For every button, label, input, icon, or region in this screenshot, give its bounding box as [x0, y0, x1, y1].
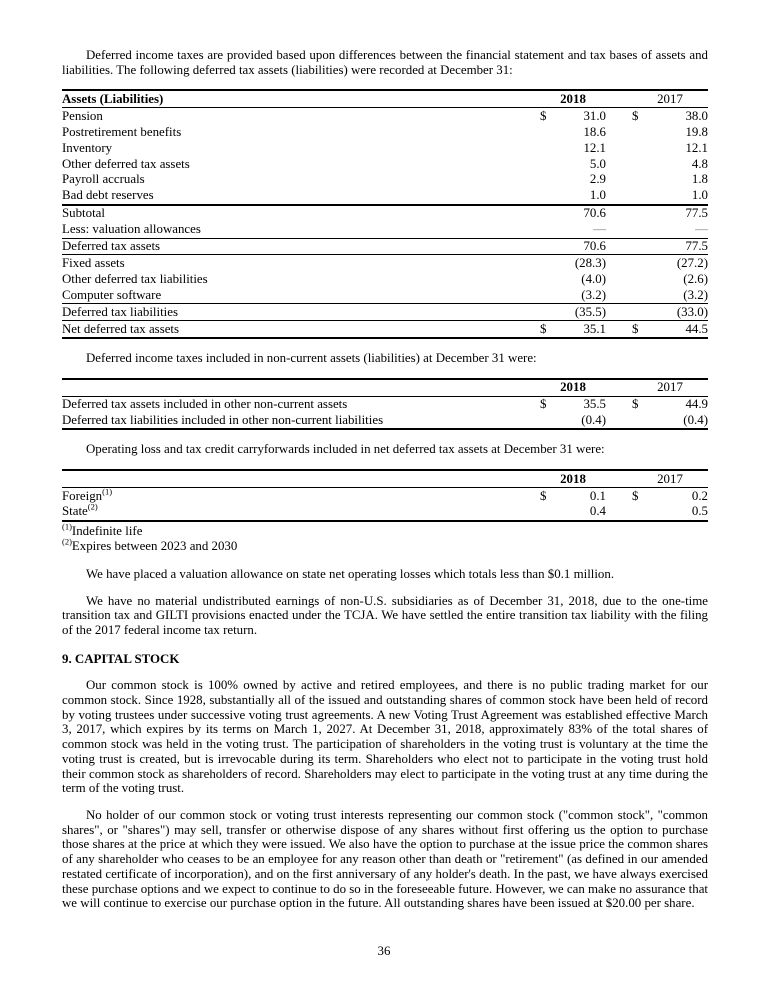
- currency-symbol: $: [540, 321, 554, 338]
- table-row: [62, 287, 708, 303]
- value-2017: (27.2): [676, 255, 708, 270]
- currency-symbol: $: [540, 397, 547, 412]
- row-label: Fixed assets: [62, 255, 125, 270]
- table-row: [62, 504, 708, 521]
- value-2018: (4.0): [581, 271, 606, 286]
- valuation-allowance-paragraph: We have placed a valuation allowance on state net operating losses which totals less than $0.1 million.: [86, 566, 615, 581]
- footnote-reference: (2): [87, 502, 98, 513]
- table-header-row: [62, 90, 708, 107]
- value-2018: 0.4: [554, 504, 606, 521]
- table-row-total: [62, 304, 708, 321]
- value-2017: (2.6): [683, 271, 708, 286]
- non-current-paragraph: Deferred income taxes included in non-current assets (liabilities) at December 31 were:: [86, 351, 537, 365]
- currency-symbol: $: [540, 488, 547, 503]
- row-label: Payroll accruals: [62, 172, 145, 187]
- footnote-text: Indefinite life: [71, 523, 143, 538]
- table-row-subtotal: [62, 205, 708, 222]
- value-2017: 38.0: [685, 108, 708, 123]
- table-row: [62, 396, 708, 412]
- row-label: Net deferred tax assets: [62, 321, 540, 338]
- row-label: Deferred tax liabilities: [62, 304, 540, 321]
- value-2018: 2.9: [589, 172, 606, 187]
- currency-symbol: $: [632, 108, 639, 123]
- value-2017: 1.8: [691, 172, 708, 187]
- value-2017: —: [646, 222, 708, 238]
- page-number: 36: [377, 944, 391, 958]
- value-2018: 35.1: [554, 321, 606, 338]
- value-2017: 77.5: [646, 238, 708, 255]
- value-2017: 44.5: [646, 321, 708, 338]
- row-label: Inventory: [62, 140, 113, 155]
- table-row: [62, 108, 708, 124]
- value-2018: 70.6: [554, 238, 606, 255]
- row-label: Deferred tax liabilities included in other non-current liabilities: [62, 413, 540, 430]
- capital-stock-heading: 9. CAPITAL STOCK: [62, 651, 180, 666]
- value-2017: (33.0): [646, 304, 708, 321]
- footnote-marker: (2): [62, 537, 72, 548]
- currency-symbol: $: [540, 108, 547, 123]
- carryforward-paragraph: Operating loss and tax credit carryforwards included in net deferred tax assets at December 31 were:: [86, 442, 605, 457]
- row-label: Deferred tax assets: [62, 238, 540, 255]
- value-2018: 18.6: [583, 124, 606, 139]
- value-2018: (35.5): [554, 304, 606, 321]
- table-row: [62, 140, 708, 156]
- column-header-label: Assets (Liabilities): [62, 90, 540, 107]
- value-2018: 70.6: [583, 206, 606, 221]
- row-label: Subtotal: [62, 206, 105, 221]
- value-2017: (0.4): [646, 413, 708, 430]
- carryforward-table: [62, 469, 708, 522]
- value-2018: 5.0: [589, 156, 606, 171]
- footnote-reference: (1): [102, 486, 113, 497]
- column-header-2018: 2018: [540, 379, 606, 396]
- table-header-row: [62, 379, 708, 396]
- table-row: [62, 172, 708, 188]
- row-label: Pension: [62, 108, 103, 123]
- row-label: Computer software: [62, 287, 540, 303]
- footnote: [62, 539, 708, 555]
- table-row: [62, 222, 708, 238]
- value-2017: 19.8: [685, 124, 708, 139]
- table-row: [62, 413, 708, 430]
- column-header-2017: 2017: [632, 379, 708, 396]
- currency-symbol: $: [632, 397, 639, 412]
- row-label: Foreign: [62, 488, 103, 503]
- row-label: State: [62, 504, 88, 519]
- table-header-row: [62, 470, 708, 487]
- column-header-2017: 2017: [632, 90, 708, 107]
- table-row: [62, 124, 708, 140]
- row-label: Deferred tax assets included in other non-current assets: [62, 397, 348, 412]
- value-2018: 35.5: [583, 397, 606, 412]
- value-2018: 1.0: [554, 188, 606, 205]
- value-2017: 77.5: [685, 206, 708, 221]
- value-2017: 12.1: [685, 140, 708, 155]
- value-2017: (3.2): [646, 287, 708, 303]
- value-2018: (28.3): [574, 255, 606, 270]
- table-row: [62, 188, 708, 205]
- table-row-total: [62, 238, 708, 255]
- value-2017: 0.5: [646, 504, 708, 521]
- undistributed-earnings-paragraph: We have no material undistributed earnings of non-U.S. subsidiaries as of December 31, 2018, due to the one-time transition tax and GILTI provisions enacted under the TCJA. We have settled the entire transition tax liability with the filing of the 2017 federal income tax return.: [62, 593, 708, 637]
- footnote: [62, 521, 708, 540]
- value-2018: —: [554, 222, 606, 238]
- value-2017: 0.2: [691, 488, 708, 503]
- table-row: [62, 255, 708, 271]
- value-2017: 1.0: [646, 188, 708, 205]
- column-header-2018: 2018: [540, 470, 606, 487]
- table-row: [62, 488, 708, 504]
- footnote-text: Expires between 2023 and 2030: [71, 539, 238, 554]
- intro-paragraph: Deferred income taxes are provided based upon differences between the financial statement and tax bases of assets and liabilities. The following deferred tax assets (liabilities) were recorded at December 31:: [62, 48, 708, 77]
- row-label: Other deferred tax liabilities: [62, 271, 208, 286]
- value-2017: 44.9: [685, 397, 708, 412]
- non-current-table: [62, 378, 708, 431]
- row-label: Less: valuation allowances: [62, 222, 540, 238]
- footnote-marker: (1): [62, 521, 72, 532]
- column-header-2018: 2018: [540, 90, 606, 107]
- table-row-net-total: [62, 321, 708, 338]
- capital-stock-paragraph-1: Our common stock is 100% owned by active and retired employees, and there is no public trading market for our common stock. Since 1928, substantially all of the issued and outstanding shares of common stock have been held of record by voting trustees under successive voting trust agreements. A new Voting Trust Agreement was established effective March 3, 2017, which expires by its terms on March 1, 2027. At December 31, 2018, approximately 83% of the total shares of common stock was held in the voting trust. The participation of shareholders in the voting trust is voluntary at the time the voting trust is created, but is irrevocable during its term. Shareholders who elect not to participate in the voting trust hold their common stock as shareholders of record. Shareholders may elect to participate in the voting trust at any time during the term of the voting trust.: [62, 678, 708, 796]
- value-2018: (3.2): [554, 287, 606, 303]
- table-row: [62, 271, 708, 287]
- value-2018: (0.4): [554, 413, 606, 430]
- column-header-2017: 2017: [632, 470, 708, 487]
- capital-stock-paragraph-2: No holder of our common stock or voting trust interests representing our common stock ("common stock", "common shares", or "shares") may sell, transfer or otherwise dispose of any shares without first offering us the option to purchase those shares at the price at which they were issued. We also have the option to purchase at the issue price the common shares of any shareholder who ceases to be an employee for any reason other than death or "retirement" (as defined in our amended restated certificate of incorporation), and on the first anniversary of any holder's death. In the past, we have always exercised these purchase options and we expect to continue to do so in the foreseeable future. However, we can make no assurance that we will continue to exercise our purchase option in the future. All outstanding shares have been issued at $20.00 per share.: [62, 807, 708, 911]
- value-2017: 4.8: [691, 156, 708, 171]
- row-label: Bad debt reserves: [62, 188, 540, 205]
- row-label: Postretirement benefits: [62, 124, 182, 139]
- value-2018: 31.0: [583, 108, 606, 123]
- value-2018: 12.1: [583, 140, 606, 155]
- table-footnotes: [62, 521, 708, 555]
- value-2018: 0.1: [589, 488, 606, 503]
- row-label: Other deferred tax assets: [62, 156, 190, 171]
- table-row: [62, 156, 708, 172]
- deferred-tax-table: [62, 89, 708, 339]
- currency-symbol: $: [632, 488, 639, 503]
- currency-symbol: $: [632, 321, 646, 338]
